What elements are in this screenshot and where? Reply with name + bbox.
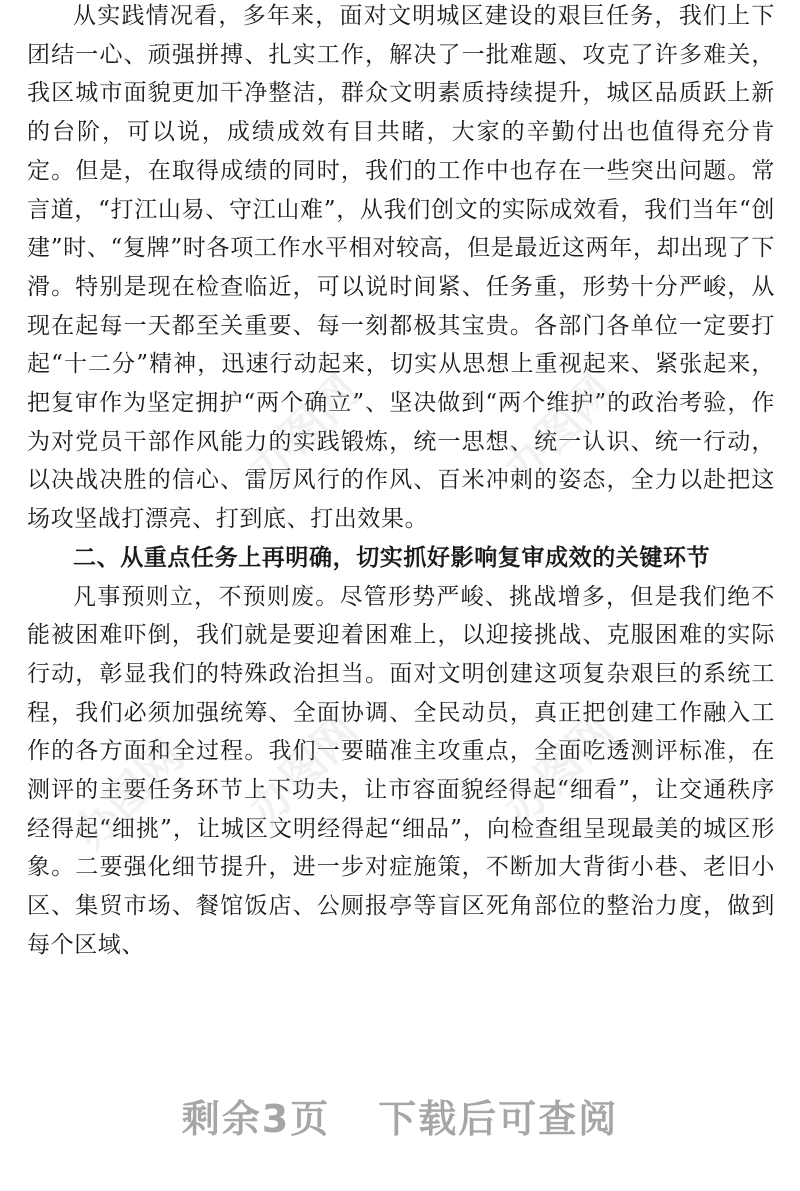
watermark-text: 办图网	[494, 365, 624, 495]
download-prompt-label[interactable]: 下载后可查阅	[378, 1097, 619, 1141]
body-paragraph: 凡事预则立，不预则废。尽管形势严峻、挑战增多，但是我们绝不能被困难吓倒，我们就是要迎着困难上，以迎接挑战、克服困难的实际行动，彰显我们的特殊政治担当。面对文明创建这项复杂艰巨的系统工程，我们必须加强统筹、全面协调、全民动员，真正把创建工作融入工作的各方面和全过程。我们一要瞄准主攻重点，全面吃透测评标准，在测评的主要任务环节上下功夫，让市容面貌经得起“细看”，让交通秩序经得起“细挑”，让城区文明经得起“细品”，向检查组呈现最美的城区形象。二要强化细节提升，进一步对症施策，不断加大背街小巷、老旧小区、集贸市场、餐馆饭店、公厕报亭等盲区死角部位的整治力度，做到每个区域、	[27, 583, 775, 958]
watermark-text: 办图网	[494, 705, 624, 835]
watermark-text: 办图网	[239, 365, 369, 495]
section-heading: 二、从重点任务上再明确，切实抓好影响复审成效的关键环节	[73, 544, 711, 571]
body-paragraph: 从实践情况看，多年来，面对文明城区建设的艰巨任务，我们上下团结一心、顽强拼搏、扎实工作，解决了一批难题、攻克了许多难关，我区城市面貌更加干净整洁，群众文明素质持续提升，城区品质跃上新的台阶，可以说，成绩成效有目共睹，大家的辛勤付出也值得充分肯定。但是，在取得成绩的同时，我们的工作中也存在一些突出问题。常言道，“打江山易、守江山难”，从我们创文的实际成效看，我们当年“创建”时、“复牌”时各项工作水平相对较高，但是最近这两年，却出现了下滑。特别是现在检查临近，可以说时间紧、任务重，形势十分严峻，从现在起每一天都至关重要、每一刻都极其宝贵。各部门各单位一定要打起“十二分”精神，迅速行动起来，切实从思想上重视起来、紧张起来，把复审作为坚定拥护“两个确立”、坚决做到“两个维护”的政治考验，作为对党员干部作风能力的实践锻炼，统一思想、统一认识、统一行动，以决战决胜的信心、雷厉风行的作风、百米冲刺的姿态，全力以赴把这场攻坚战打漂亮、打到底、打出效果。	[27, 3, 775, 533]
watermark-text: 办图网	[64, 730, 194, 860]
watermark-text: 办图网	[239, 705, 369, 835]
document-body	[27, 0, 775, 965]
download-banner[interactable]	[0, 1088, 800, 1143]
remaining-pages-label: 剩余3页	[181, 1097, 331, 1141]
